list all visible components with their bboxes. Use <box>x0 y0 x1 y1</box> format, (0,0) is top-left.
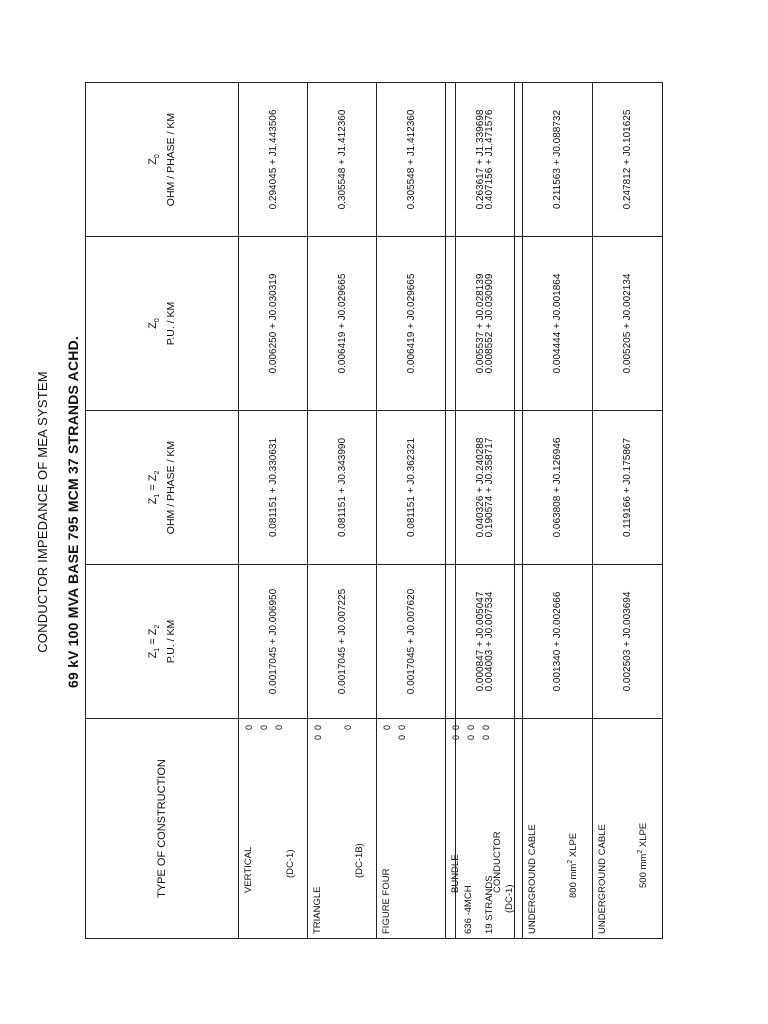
construction-code: (DC-1B) <box>354 843 365 878</box>
document-title: CONDUCTOR IMPEDANCE OF MEA SYSTEM <box>35 371 50 653</box>
z1-ohm-value: 0.081151 + J0.343990 <box>308 411 377 565</box>
header-z0-ohm <box>86 83 239 237</box>
z0-ohm-value: 0.407156 + J1.471576 <box>456 83 523 237</box>
conductor-arrangement: 0 0 0 <box>244 725 284 731</box>
unit-label: OHM / PHASE / KM <box>165 440 178 535</box>
z1-pu-value: 0.0017045 + J0.007620 <box>377 565 446 719</box>
table-row <box>308 83 377 939</box>
construction-name: BUNDLE <box>450 854 461 893</box>
impedance-table-overhead <box>85 82 515 939</box>
construction-type-cell <box>308 719 377 939</box>
unit-label: P.U. / KM <box>165 301 178 346</box>
z1-pu-value: 0.000847 + J0.005047 <box>446 565 515 719</box>
z0-pu-value: 0.006419 + J0.029665 <box>377 237 446 411</box>
z1-pu-value: 0.001340 + J0.002666 <box>523 565 593 719</box>
conductor-arrangement: 0 0 0 0 0 0 <box>451 725 491 741</box>
z1-ohm-value: 0.040326 + J0.240288 <box>446 411 515 565</box>
table-row <box>239 83 308 939</box>
z0-ohm-value: 0.294045 + J1.443506 <box>239 83 308 237</box>
unit-label: OHM / PHASE / KM <box>165 112 178 207</box>
z1-ohm-value: 0.063808 + J0.126946 <box>523 411 593 565</box>
header-z1-pu <box>86 565 239 719</box>
construction-type-cell <box>239 719 308 939</box>
construction-name: VERTICAL <box>243 846 254 893</box>
construction-type-cell <box>593 719 663 939</box>
z1-symbol: $Z_1 = Z_2$ <box>146 624 162 659</box>
construction-name: TRIANGLE <box>312 886 323 934</box>
z0-pu-value: 0.008552 + J0.030909 <box>456 237 523 411</box>
header-type-of-construction: TYPE OF CONSTRUCTION <box>86 719 239 939</box>
z0-pu-value: 0.006250 + J0.030319 <box>239 237 308 411</box>
impedance-table-other <box>455 82 663 939</box>
construction-detail: 19 STRANDS <box>484 875 495 934</box>
z1-ohm-value: 0.119166 + J0.175867 <box>593 411 663 565</box>
z0-pu-value: 0.005537 + J0.028139 <box>446 237 515 411</box>
cable-size: 500 $mm^2$ XLPE <box>637 822 650 888</box>
z0-ohm-value: 0.263617 + J1.339698 <box>446 83 515 237</box>
z0-ohm-value: 0.211563 + J0.088732 <box>523 83 593 237</box>
conductor-arrangement: 0 0 0 <box>313 725 353 741</box>
construction-code: CONDUCTOR <box>492 831 503 893</box>
header-z0-pu <box>86 237 239 411</box>
z0-symbol: $Z_0$ <box>146 318 162 329</box>
unit-label: P.U. / KM <box>165 619 178 664</box>
construction-type-cell <box>523 719 593 939</box>
z0-symbol: $Z_0$ <box>146 154 162 165</box>
header-z1-ohm <box>86 411 239 565</box>
z1-pu-value: 0.002503 + J0.003694 <box>593 565 663 719</box>
table-row <box>456 83 523 939</box>
z1-ohm-value: 0.081151 + J0.362321 <box>377 411 446 565</box>
z0-ohm-value: 0.305548 + J1.412360 <box>377 83 446 237</box>
document-subtitle: 69 kV 100 MVA BASE 795 MCM 37 STRANDS ACHD. <box>65 336 81 688</box>
z1-symbol: $Z_1 = Z_2$ <box>146 470 162 505</box>
z0-ohm-value: 0.305548 + J1.412360 <box>308 83 377 237</box>
conductor-arrangement: 0 0 0 <box>382 725 407 741</box>
z0-pu-value: 0.004444 + J0.001864 <box>523 237 593 411</box>
construction-code: (DC-1) <box>285 849 296 878</box>
z1-pu-value: 0.004003 + J0.007534 <box>456 565 523 719</box>
table-row <box>377 83 446 939</box>
z1-ohm-value: 0.081151 + J0.330631 <box>239 411 308 565</box>
z0-pu-value: 0.005205 + J0.002134 <box>593 237 663 411</box>
table-row <box>523 83 593 939</box>
construction-name: UNDERGROUND CABLE <box>597 824 608 934</box>
construction-name: 636 -4MCH <box>463 885 474 934</box>
cable-size: 800 $mm^2$ XLPE <box>567 832 580 898</box>
z0-pu-value: 0.006419 + J0.029665 <box>308 237 377 411</box>
table-row <box>593 83 663 939</box>
construction-type-cell <box>456 719 523 939</box>
z1-pu-value: 0.0017045 + J0.006950 <box>239 565 308 719</box>
z1-ohm-value: 0.190574 + J0.358717 <box>456 411 523 565</box>
construction-name: FIGURE FOUR <box>381 868 392 934</box>
construction-type-cell <box>377 719 446 939</box>
construction-name: UNDERGROUND CABLE <box>527 824 538 934</box>
z0-ohm-value: 0.247812 + J0.101625 <box>593 83 663 237</box>
z1-pu-value: 0.0017045 + J0.007225 <box>308 565 377 719</box>
construction-code: (DC-1) <box>504 884 515 913</box>
